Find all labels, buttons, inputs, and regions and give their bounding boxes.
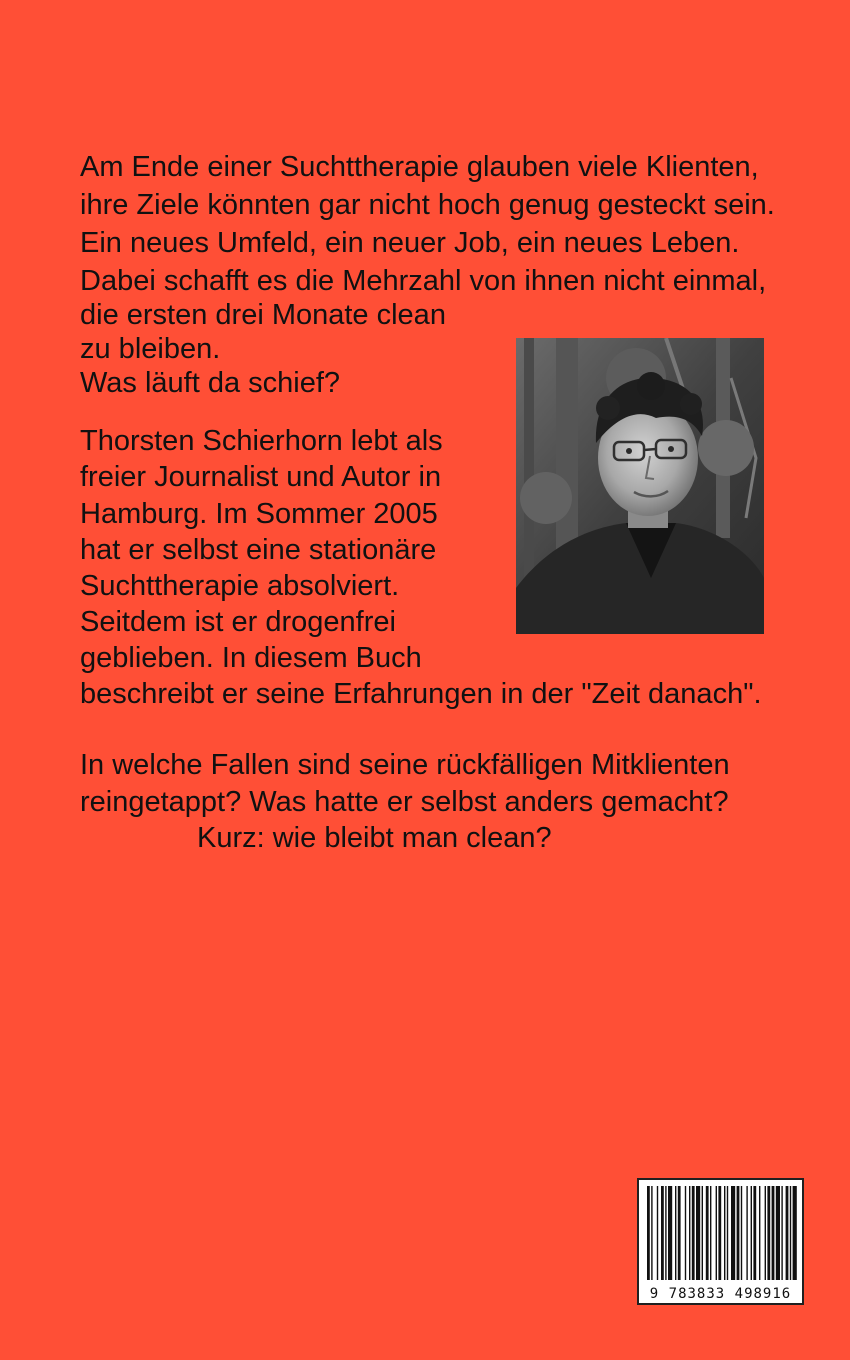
barcode-bar [716, 1186, 717, 1280]
barcode-bar [765, 1186, 766, 1280]
barcode-bar [675, 1186, 676, 1280]
barcode-bar [781, 1186, 782, 1280]
intro-line: Dabei schafft es die Mehrzahl von ihnen nicht einmal, [80, 265, 767, 297]
barcode-bar [696, 1186, 700, 1280]
barcode-bar [657, 1186, 658, 1280]
intro-line: Am Ende einer Suchttherapie glauben viele Klienten, [80, 151, 759, 183]
author-bio-line: hat er selbst eine stationäre [80, 534, 437, 566]
intro-line: ihre Ziele könnten gar nicht hoch genug gesteckt sein. [80, 189, 775, 221]
author-bio-line: Hamburg. Im Sommer 2005 [80, 498, 438, 530]
barcode-bar [731, 1186, 735, 1280]
barcode-bar [751, 1186, 752, 1280]
barcode-bar [746, 1186, 747, 1280]
barcode-bar [689, 1186, 690, 1280]
barcode-bar [727, 1186, 728, 1280]
barcode-bar [668, 1186, 672, 1280]
closing-line: Kurz: wie bleibt man clean? [197, 822, 552, 854]
closing-line: reingetappt? Was hatte er selbst anders gemacht? [80, 786, 729, 818]
barcode-bar [718, 1186, 721, 1280]
author-bio-line: freier Journalist und Autor in [80, 461, 442, 493]
isbn-barcode [637, 1178, 804, 1305]
barcode-bar [665, 1186, 666, 1280]
barcode-bar [790, 1186, 791, 1280]
barcode-bar [661, 1186, 664, 1280]
barcode-bar [759, 1186, 760, 1280]
intro-line: zu bleiben. [80, 333, 221, 365]
barcode-bar [651, 1186, 652, 1280]
author-bio-line: beschreibt er seine Erfahrungen in der "Zeit danach". [80, 678, 762, 710]
barcode-bar [702, 1186, 703, 1280]
barcode-bar [772, 1186, 775, 1280]
barcode-bar [753, 1186, 756, 1280]
author-photo [516, 338, 764, 634]
barcode-bar [710, 1186, 711, 1280]
barcode-bar [767, 1186, 770, 1280]
barcode-bar [793, 1186, 797, 1280]
intro-line: Was läuft da schief? [80, 367, 341, 399]
intro-line: die ersten drei Monate clean [80, 299, 446, 331]
barcode-bar [685, 1186, 686, 1280]
barcode-bar [692, 1186, 695, 1280]
barcode-bar [737, 1186, 740, 1280]
barcode-bar [706, 1186, 709, 1280]
author-bio-line: Suchttherapie absolviert. [80, 570, 400, 602]
barcode-bar [776, 1186, 780, 1280]
author-bio-line: geblieben. In diesem Buch [80, 642, 422, 674]
author-portrait-illustration [516, 338, 764, 634]
barcode-bar [786, 1186, 789, 1280]
author-bio-line: Thorsten Schierhorn lebt als [80, 425, 443, 457]
barcode-bar [678, 1186, 681, 1280]
intro-line: Ein neues Umfeld, ein neuer Job, ein neues Leben. [80, 227, 740, 259]
closing-line: In welche Fallen sind seine rückfälligen Mitklienten [80, 749, 730, 781]
barcode-bars [639, 1184, 802, 1286]
barcode-bar [741, 1186, 742, 1280]
barcode-bar [647, 1186, 650, 1280]
isbn-number: 9 783833 498916 [649, 1286, 792, 1302]
author-bio-line: Seitdem ist er drogenfrei [80, 606, 396, 638]
barcode-bar [724, 1186, 725, 1280]
